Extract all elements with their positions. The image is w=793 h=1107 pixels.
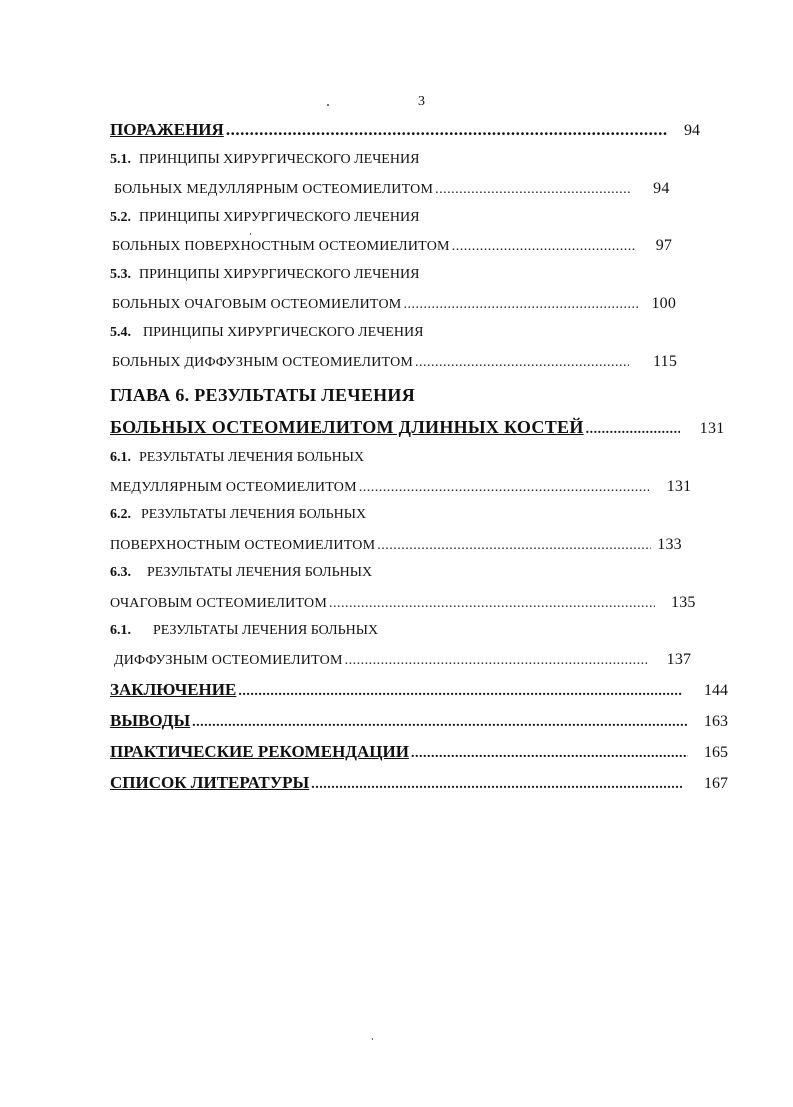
toc-entry-page: 163 <box>704 713 728 730</box>
toc-entry-label: ВЫВОДЫ <box>110 711 191 730</box>
section-title: ПРИНЦИПЫ ХИРУРГИЧЕСКОГО ЛЕЧЕНИЯ <box>143 325 424 340</box>
toc-subheading-5-2[interactable] <box>110 210 419 226</box>
toc-entry-label: ПРАКТИЧЕСКИЕ РЕКОМЕНДАЦИИ <box>110 742 409 761</box>
dot-leader <box>329 596 655 612</box>
toc-subheading-6-1[interactable] <box>110 450 364 466</box>
section-number: 6.2. <box>110 507 131 522</box>
toc-entry-zaklyuchenie[interactable] <box>110 680 728 700</box>
toc-entry-label: МЕДУЛЛЯРНЫМ ОСТЕОМИЕЛИТОМ <box>110 480 357 495</box>
section-title: РЕЗУЛЬТАТЫ ЛЕЧЕНИЯ БОЛЬНЫХ <box>141 507 367 522</box>
scan-speck <box>372 1038 373 1040</box>
dot-leader <box>403 297 639 313</box>
toc-entry-porazheniya[interactable] <box>110 120 700 140</box>
scan-speck <box>250 233 251 235</box>
toc-entry-page: 133 <box>657 536 682 553</box>
dot-leader <box>226 120 668 140</box>
toc-entry-label: БОЛЬНЫХ ОЧАГОВЫМ ОСТЕОМИЕЛИТОМ <box>112 297 402 312</box>
toc-entry-label: ДИФФУЗНЫМ ОСТЕОМИЕЛИТОМ <box>114 653 343 668</box>
section-title: РЕЗУЛЬТАТЫ ЛЕЧЕНИЯ БОЛЬНЫХ <box>139 450 365 465</box>
toc-entry-prakticheskie[interactable] <box>110 742 728 762</box>
dot-leader <box>586 422 680 438</box>
section-number: 6.1. <box>110 623 131 638</box>
toc-entry-5-4[interactable] <box>112 353 716 371</box>
section-number: 5.2. <box>110 210 131 225</box>
page-number: 3 <box>418 94 425 109</box>
section-number: 5.4. <box>110 325 131 340</box>
dot-leader <box>192 715 688 731</box>
toc-entry-label: ПОРАЖЕНИЯ <box>110 120 224 139</box>
toc-entry-label: ОЧАГОВЫМ ОСТЕОМИЕЛИТОМ <box>110 596 328 611</box>
toc-entry-page: 135 <box>671 594 696 611</box>
toc-subheading-6-3[interactable] <box>110 565 372 581</box>
section-number: 6.1. <box>110 450 131 465</box>
chapter-title: ГЛАВА 6. РЕЗУЛЬТАТЫ ЛЕЧЕНИЯ <box>110 385 416 405</box>
section-title: РЕЗУЛЬТАТЫ ЛЕЧЕНИЯ БОЛЬНЫХ <box>147 565 373 580</box>
toc-entry-page: 131 <box>699 420 725 437</box>
toc-subheading-5-3[interactable] <box>110 267 419 283</box>
toc-entry-page: 167 <box>704 775 728 792</box>
section-title: ПРИНЦИПЫ ХИРУРГИЧЕСКОГО ЛЕЧЕНИЯ <box>139 267 420 282</box>
dot-leader <box>377 538 651 554</box>
toc-entry-label: БОЛЬНЫХ ПОВЕРХНОСТНЫМ ОСТЕОМИЕЛИТОМ <box>112 239 450 254</box>
section-title: ПРИНЦИПЫ ХИРУРГИЧЕСКОГО ЛЕЧЕНИЯ <box>139 210 420 225</box>
toc-entry-page: 100 <box>651 295 677 312</box>
toc-entry-page: 137 <box>666 651 692 668</box>
toc-entry-page: 94 <box>684 122 700 139</box>
toc-entry-page: 94 <box>653 180 670 197</box>
dot-leader <box>311 777 682 793</box>
dot-leader <box>238 684 682 700</box>
toc-entry-label: БОЛЬНЫХ ДИФФУЗНЫМ ОСТЕОМИЕЛИТОМ <box>112 355 414 370</box>
toc-entry-chapter-6[interactable] <box>110 417 725 438</box>
toc-entry-page: 165 <box>704 744 728 761</box>
toc-entry-label: БОЛЬНЫХ МЕДУЛЛЯРНЫМ ОСТЕОМИЕЛИТОМ <box>114 182 434 197</box>
toc-entry-vyvody[interactable] <box>110 711 728 731</box>
toc-entry-literatura[interactable] <box>110 773 728 793</box>
section-number: 5.1. <box>110 152 131 167</box>
toc-entry-5-3[interactable] <box>112 295 716 313</box>
section-number: 5.3. <box>110 267 131 282</box>
dot-leader <box>359 480 649 496</box>
toc-entry-6-3[interactable] <box>110 594 724 612</box>
toc-entry-label: СПИСОК ЛИТЕРАТУРЫ <box>110 773 310 792</box>
toc-entry-page: 131 <box>666 478 692 495</box>
toc-entry-5-2[interactable] <box>112 237 716 255</box>
dot-leader <box>452 239 636 255</box>
scan-speck <box>327 104 329 106</box>
toc-entry-page: 144 <box>704 682 728 699</box>
section-title: ПРИНЦИПЫ ХИРУРГИЧЕСКОГО ЛЕЧЕНИЯ <box>139 152 420 167</box>
toc-entry-page: 115 <box>653 353 678 370</box>
toc-entry-6-1[interactable] <box>110 478 720 496</box>
dot-leader <box>411 746 688 762</box>
toc-entry-label: ПОВЕРХНОСТНЫМ ОСТЕОМИЕЛИТОМ <box>110 538 376 553</box>
toc-subheading-6-4[interactable] <box>110 623 378 639</box>
dot-leader <box>345 653 647 669</box>
dot-leader <box>435 182 631 198</box>
toc-subheading-5-4[interactable] <box>110 325 423 341</box>
section-number: 6.3. <box>110 565 131 580</box>
toc-entry-label: ЗАКЛЮЧЕНИЕ <box>110 680 237 699</box>
toc-entry-5-1[interactable] <box>114 180 706 198</box>
section-title: РЕЗУЛЬТАТЫ ЛЕЧЕНИЯ БОЛЬНЫХ <box>153 623 379 638</box>
toc-entry-label: БОЛЬНЫХ ОСТЕОМИЕЛИТОМ ДЛИННЫХ КОСТЕЙ <box>110 417 584 437</box>
toc-entry-page: 97 <box>655 237 673 254</box>
toc-chapter-6-title[interactable] <box>110 385 415 406</box>
toc-subheading-5-1[interactable] <box>110 152 419 168</box>
toc-subheading-6-2[interactable] <box>110 507 366 523</box>
toc-entry-6-2[interactable] <box>110 536 724 554</box>
dot-leader <box>415 355 629 371</box>
toc-entry-6-4[interactable] <box>114 651 728 669</box>
